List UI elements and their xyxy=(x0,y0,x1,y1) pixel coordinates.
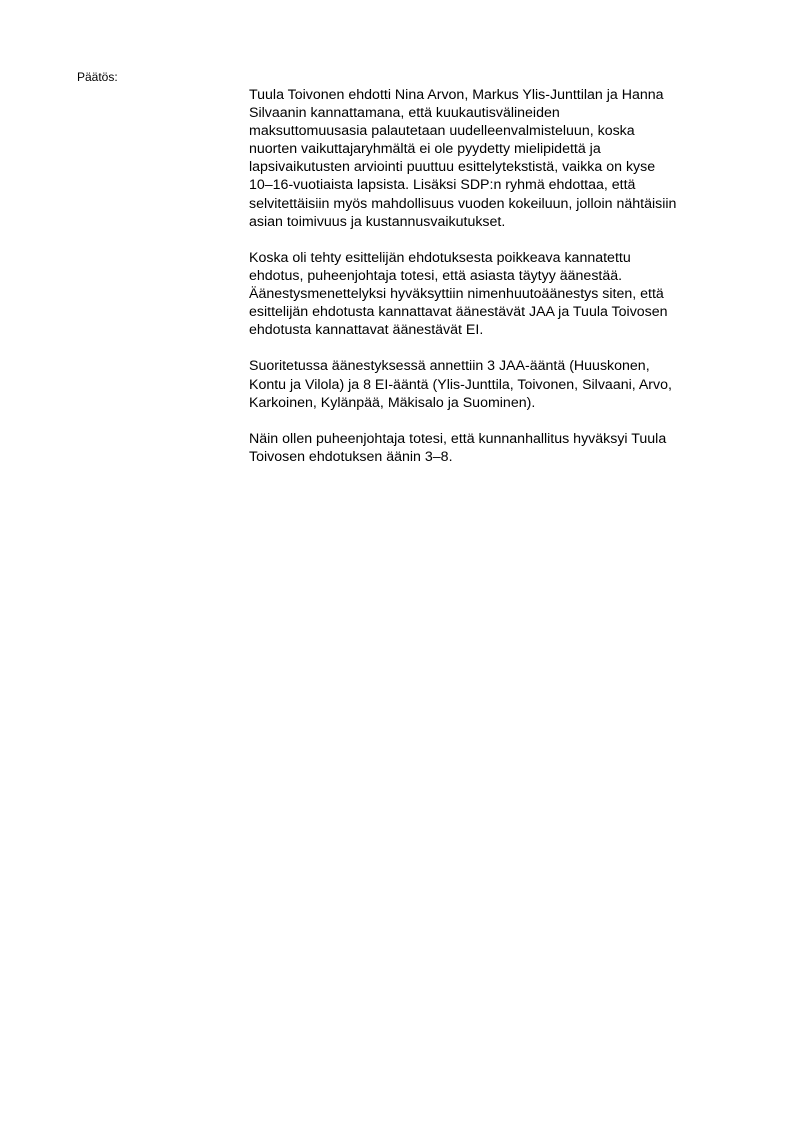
text-line: Karkoinen, Kylänpää, Mäkisalo ja Suominen). xyxy=(249,394,536,411)
section-label-decision: Päätös: xyxy=(77,70,118,84)
text-line: 10–16-vuotiaista lapsista. Lisäksi SDP:n ryhmä ehdottaa, että xyxy=(249,177,636,194)
decision-body xyxy=(249,86,744,484)
text-line: Tuula Toivonen ehdotti Nina Arvon, Markus Ylis-Junttilan ja Hanna xyxy=(249,87,664,103)
paragraph-proposal xyxy=(249,86,744,231)
text-line: maksuttomuusasia palautetaan uudelleenvalmisteluun, koska xyxy=(249,123,635,140)
paragraph-conclusion xyxy=(249,430,744,466)
text-line: ehdotus, puheenjohtaja totesi, että asiasta täytyy äänestää. xyxy=(249,267,623,284)
text-line: ehdotusta kannattavat äänestävät EI. xyxy=(249,322,484,339)
paragraph-voting-procedure xyxy=(249,249,744,339)
text-line: Suoritetussa äänestyksessä annettiin 3 JAA-ääntä (Huuskonen, xyxy=(249,358,650,375)
text-line: Näin ollen puheenjohtaja totesi, että kunnanhallitus hyväksyi Tuula xyxy=(249,430,667,447)
text-line: esittelijän ehdotusta kannattavat äänestävät JAA ja Tuula Toivosen xyxy=(249,304,668,321)
text-line: Äänestysmenettelyksi hyväksyttiin nimenhuutoäänestys siten, että xyxy=(249,286,664,303)
text-line: nuorten vaikuttajaryhmältä ei ole pyydetty mielipidettä ja xyxy=(249,141,601,158)
text-line: Silvaanin kannattamana, että kuukautisvälineiden xyxy=(249,105,560,122)
text-line: Koska oli tehty esittelijän ehdotuksesta poikkeava kannatettu xyxy=(249,249,631,266)
paragraph-voting-result xyxy=(249,357,744,411)
text-line: selvitettäisiin myös mahdollisuus vuoden kokeiluun, jolloin nähtäisiin xyxy=(249,195,677,212)
text-line: Kontu ja Vilola) ja 8 EI-ääntä (Ylis-Junttila, Toivonen, Silvaani, Arvo, xyxy=(249,376,672,393)
text-line: Toivosen ehdotuksen äänin 3–8. xyxy=(249,448,453,465)
text-line: lapsivaikutusten arviointi puuttuu esittelytekstistä, vaikka on kyse xyxy=(249,159,656,176)
text-line: asian toimivuus ja kustannusvaikutukset. xyxy=(249,213,506,230)
